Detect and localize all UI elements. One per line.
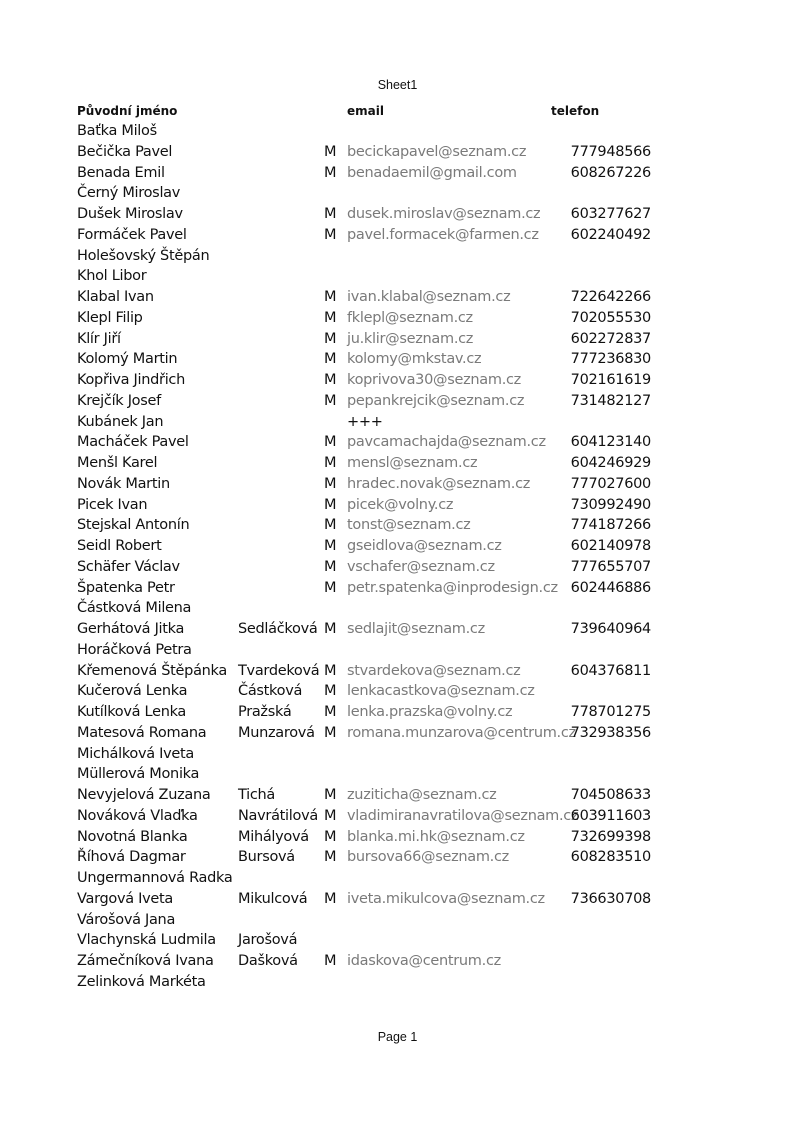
table-row — [0, 246, 795, 267]
cell-m-flag: M — [324, 372, 337, 388]
cell-maiden-name: Mikulcová — [238, 890, 308, 907]
cell-m-flag: M — [324, 351, 337, 368]
cell-phone: 731482127 — [570, 392, 651, 409]
cell-phone: 732699398 — [570, 828, 651, 845]
cell-m-flag: M — [324, 143, 337, 160]
cell-name: Klepl Filip — [77, 309, 143, 326]
cell-name: Zámečníková Ivana — [77, 953, 214, 969]
table-row — [0, 536, 795, 557]
cell-name: Nevyjelová Zuzana — [77, 787, 211, 803]
cell-name: Klabal Ivan — [77, 289, 154, 305]
table-row — [0, 640, 795, 661]
cell-maiden-name: Tichá — [238, 787, 275, 803]
cell-maiden-name: Částková — [238, 683, 303, 700]
cell-phone: 736630708 — [570, 890, 651, 907]
cell-name: Částková Milena — [77, 600, 192, 617]
cell-email: becickapavel@seznam.cz — [347, 143, 527, 160]
cell-name: Stejskal Antonín — [77, 517, 190, 534]
table-row — [0, 910, 795, 931]
cell-name: Müllerová Monika — [77, 766, 200, 783]
table-row — [0, 847, 795, 868]
cell-name: Vlachynská Ludmila — [77, 932, 216, 949]
cell-email: petr.spatenka@inprodesign.cz — [347, 579, 558, 596]
cell-email: kolomy@mkstav.cz — [347, 351, 482, 368]
cell-phone: 603277627 — [570, 206, 651, 222]
cell-email: romana.munzarova@centrum.cz — [347, 724, 576, 741]
table-row — [0, 308, 795, 329]
cell-m-flag: M — [324, 538, 337, 554]
cell-name: Novotná Blanka — [77, 828, 188, 845]
cell-name: Michálková Iveta — [77, 745, 194, 762]
cell-maiden-name: Bursová — [238, 849, 295, 866]
cell-m-flag: M — [324, 621, 337, 637]
page-footer: Page 1 — [377, 1030, 418, 1044]
cell-m-flag: M — [324, 704, 337, 720]
table-row — [0, 578, 795, 599]
header-original-name: Původní jméno — [77, 104, 178, 118]
table-row — [0, 951, 795, 972]
cell-maiden-name: Navrátilová — [238, 807, 318, 824]
cell-email: ivan.klabal@seznam.cz — [347, 289, 511, 305]
cell-name: Špatenka Petr — [77, 579, 175, 596]
cell-maiden-name: Jarošová — [238, 932, 298, 949]
cell-m-flag: M — [324, 309, 337, 326]
cell-email: blanka.mi.hk@seznam.cz — [347, 828, 525, 845]
cell-phone: 603911603 — [570, 807, 651, 824]
table-row — [0, 453, 795, 474]
cell-phone: 604376811 — [570, 662, 651, 679]
cell-m-flag: M — [324, 683, 337, 700]
cell-m-flag: M — [324, 392, 337, 409]
cell-maiden-name: Pražská — [238, 704, 292, 720]
table-row — [0, 329, 795, 350]
table-row — [0, 827, 795, 848]
cell-phone: 732938356 — [570, 724, 651, 741]
cell-email: dusek.miroslav@seznam.cz — [347, 206, 541, 222]
cell-email: vschafer@seznam.cz — [347, 558, 495, 575]
cell-email: lenka.prazska@volny.cz — [347, 704, 513, 720]
cell-name: Ungermannová Radka — [77, 870, 233, 886]
cell-phone: 602272837 — [570, 330, 651, 347]
table-row — [0, 412, 795, 433]
cell-phone: 739640964 — [570, 621, 651, 637]
table-row — [0, 495, 795, 516]
table-row — [0, 619, 795, 640]
cell-m-flag: M — [324, 558, 337, 575]
table-row — [0, 785, 795, 806]
cell-name: Schäfer Václav — [77, 558, 180, 575]
cell-email: picek@volny.cz — [347, 496, 454, 513]
cell-phone: 730992490 — [570, 496, 651, 513]
cell-name: Seidl Robert — [77, 538, 162, 554]
cell-email: gseidlova@seznam.cz — [347, 538, 502, 554]
cell-phone: 777948566 — [570, 143, 651, 160]
contact-table — [0, 121, 795, 993]
cell-m-flag: M — [324, 434, 337, 451]
cell-name: Formáček Pavel — [77, 226, 187, 243]
cell-maiden-name: Dašková — [238, 953, 298, 969]
cell-phone: 774187266 — [570, 517, 651, 534]
cell-name: Macháček Pavel — [77, 434, 189, 451]
cell-m-flag: M — [324, 289, 337, 305]
cell-email: +++ — [347, 413, 383, 430]
cell-name: Kutílková Lenka — [77, 704, 187, 720]
cell-m-flag: M — [324, 953, 337, 969]
table-row — [0, 598, 795, 619]
table-row — [0, 889, 795, 910]
cell-maiden-name: Sedláčková — [238, 621, 318, 637]
cell-email: benadaemil@gmail.com — [347, 164, 517, 181]
cell-name: Gerhátová Jitka — [77, 621, 185, 637]
table-row — [0, 972, 795, 993]
cell-m-flag: M — [324, 828, 337, 845]
table-row — [0, 515, 795, 536]
table-row — [0, 661, 795, 682]
cell-email: ju.klir@seznam.cz — [347, 330, 474, 347]
cell-phone: 778701275 — [570, 704, 651, 720]
cell-phone: 777236830 — [570, 351, 651, 368]
cell-name: Khol Libor — [77, 268, 147, 285]
table-row — [0, 702, 795, 723]
cell-name: Menšl Karel — [77, 455, 158, 471]
cell-email: vladimiranavratilova@seznam.cz — [347, 807, 579, 824]
cell-m-flag: M — [324, 226, 337, 243]
cell-email: pepankrejcik@seznam.cz — [347, 392, 525, 409]
header-email: email — [347, 104, 384, 118]
cell-name: Matesová Romana — [77, 724, 207, 741]
cell-name: Krejčík Josef — [77, 392, 161, 409]
cell-email: tonst@seznam.cz — [347, 517, 471, 534]
cell-phone: 604246929 — [570, 455, 651, 471]
cell-name: Křemenová Štěpánka — [77, 662, 227, 679]
cell-email: stvardekova@seznam.cz — [347, 662, 521, 679]
table-row — [0, 744, 795, 765]
cell-phone: 608267226 — [570, 164, 651, 181]
cell-phone: 722642266 — [570, 289, 651, 305]
cell-name: Černý Miroslav — [77, 185, 181, 202]
cell-m-flag: M — [324, 455, 337, 471]
cell-m-flag: M — [324, 724, 337, 741]
cell-phone: 602240492 — [570, 226, 651, 243]
cell-m-flag: M — [324, 496, 337, 513]
cell-phone: 777655707 — [570, 558, 651, 575]
table-row — [0, 868, 795, 889]
cell-name: Kučerová Lenka — [77, 683, 188, 700]
cell-email: zuziticha@seznam.cz — [347, 787, 497, 803]
cell-email: hradec.novak@seznam.cz — [347, 475, 531, 492]
cell-m-flag: M — [324, 164, 337, 181]
table-row — [0, 349, 795, 370]
cell-m-flag: M — [324, 330, 337, 347]
table-row — [0, 225, 795, 246]
cell-email: pavcamachajda@seznam.cz — [347, 434, 546, 451]
cell-email: sedlajit@seznam.cz — [347, 621, 485, 637]
cell-maiden-name: Mihályová — [238, 828, 309, 845]
table-row — [0, 121, 795, 142]
cell-name: Klír Jiří — [77, 330, 121, 347]
table-row — [0, 142, 795, 163]
table-row — [0, 432, 795, 453]
table-row — [0, 163, 795, 184]
cell-m-flag: M — [324, 475, 337, 492]
cell-m-flag: M — [324, 206, 337, 222]
cell-email: lenkacastkova@seznam.cz — [347, 683, 535, 700]
cell-name: Říhová Dagmar — [77, 849, 186, 866]
cell-email: pavel.formacek@farmen.cz — [347, 226, 539, 243]
table-row — [0, 764, 795, 785]
cell-name: Bečička Pavel — [77, 143, 173, 160]
table-row — [0, 930, 795, 951]
cell-name: Nováková Vlaďka — [77, 807, 198, 824]
cell-maiden-name: Munzarová — [238, 724, 315, 741]
table-row — [0, 370, 795, 391]
table-row — [0, 681, 795, 702]
cell-name: Holešovský Štěpán — [77, 247, 210, 264]
cell-name: Zelinková Markéta — [77, 973, 206, 990]
cell-m-flag: M — [324, 662, 337, 679]
header-phone: telefon — [551, 104, 600, 118]
cell-phone: 702055530 — [570, 309, 651, 326]
table-row — [0, 474, 795, 495]
cell-email: mensl@seznam.cz — [347, 455, 478, 471]
cell-name: Picek Ivan — [77, 496, 148, 513]
cell-phone: 608283510 — [570, 849, 651, 866]
cell-phone: 702161619 — [570, 372, 651, 388]
cell-name: Novák Martin — [77, 475, 170, 492]
cell-phone: 704508633 — [570, 787, 651, 803]
table-row — [0, 287, 795, 308]
table-row — [0, 391, 795, 412]
cell-name: Benada Emil — [77, 164, 165, 181]
table-row — [0, 723, 795, 744]
cell-name: Baťka Miloš — [77, 123, 157, 139]
table-row — [0, 266, 795, 287]
cell-name: Vargová Iveta — [77, 890, 173, 907]
table-row — [0, 557, 795, 578]
cell-m-flag: M — [324, 787, 337, 803]
table-row — [0, 806, 795, 827]
cell-m-flag: M — [324, 517, 337, 534]
cell-m-flag: M — [324, 579, 337, 596]
cell-email: idaskova@centrum.cz — [347, 953, 501, 969]
cell-name: Kubánek Jan — [77, 413, 164, 430]
cell-maiden-name: Tvardeková — [238, 662, 320, 679]
cell-name: Várošová Jana — [77, 911, 176, 928]
cell-name: Kolomý Martin — [77, 351, 178, 368]
cell-m-flag: M — [324, 849, 337, 866]
cell-name: Dušek Miroslav — [77, 206, 183, 222]
cell-email: iveta.mikulcova@seznam.cz — [347, 890, 545, 907]
table-header — [0, 104, 795, 122]
cell-phone: 777027600 — [570, 475, 651, 492]
cell-name: Kopřiva Jindřich — [77, 372, 185, 388]
cell-email: fklepl@seznam.cz — [347, 309, 473, 326]
table-row — [0, 183, 795, 204]
cell-phone: 602140978 — [570, 538, 651, 554]
sheet-title: Sheet1 — [377, 78, 418, 92]
cell-m-flag: M — [324, 890, 337, 907]
cell-name: Horáčková Petra — [77, 641, 192, 658]
table-row — [0, 204, 795, 225]
cell-email: bursova66@seznam.cz — [347, 849, 509, 866]
cell-m-flag: M — [324, 807, 337, 824]
cell-email: koprivova30@seznam.cz — [347, 372, 521, 388]
cell-phone: 604123140 — [570, 434, 651, 451]
cell-phone: 602446886 — [570, 579, 651, 596]
